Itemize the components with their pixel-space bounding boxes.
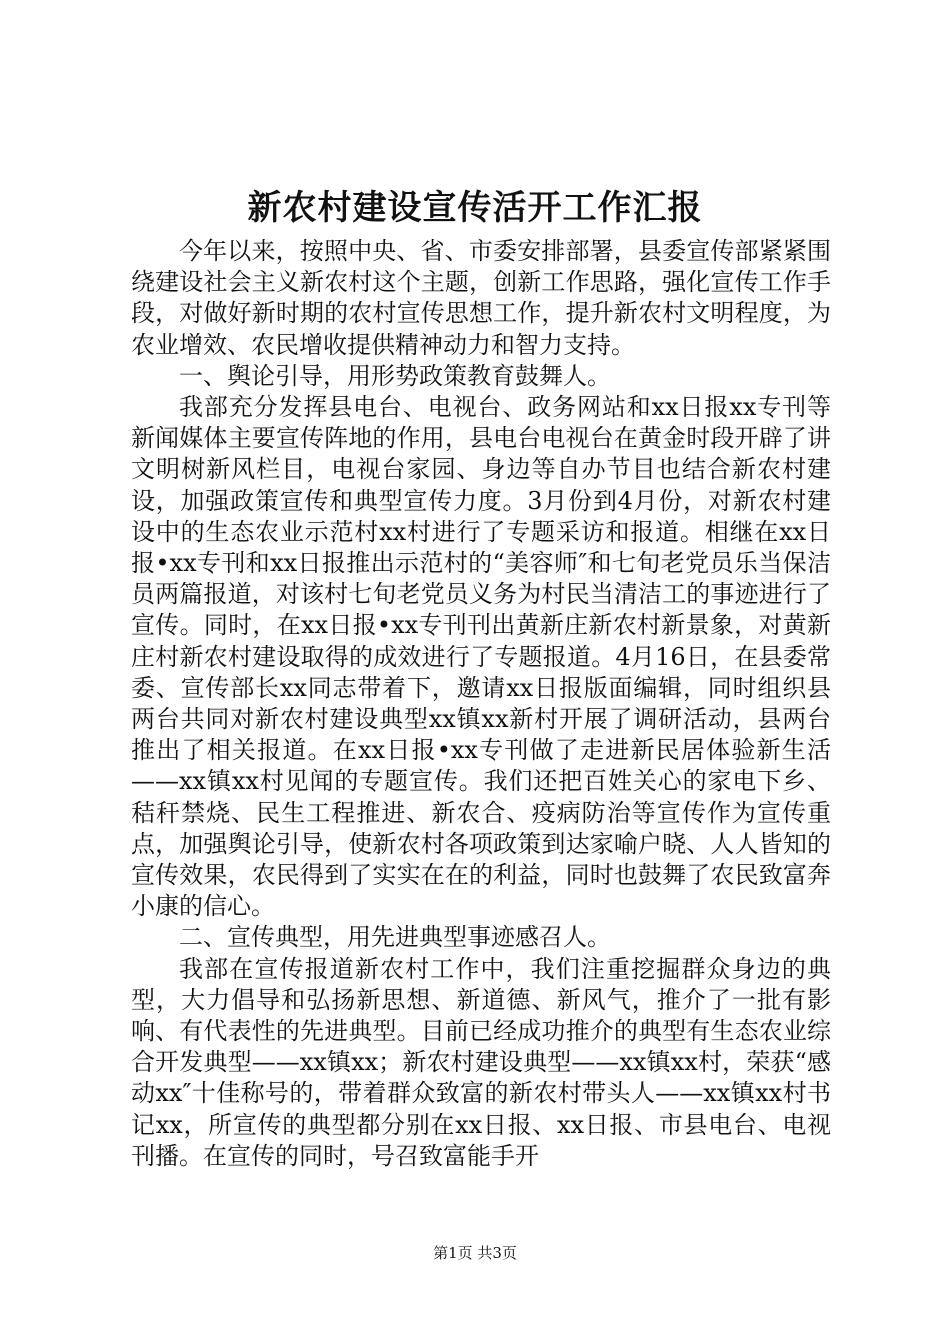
section-heading-1: 一、舆论引导，用形势政策教育鼓舞人。 — [179, 361, 611, 390]
intro-paragraph: 今年以来，按照中央、省、市委安排部署，县委宣传部紧紧围绕建设社会主义新农村这个主题，创新工作思路，强化宣传工作手段，对做好新时期的农村宣传思想工作，提升新农村文明程度，为农业增效、农民增收提供精神动力和智力支持。 — [131, 237, 831, 359]
section-1-paragraph: 我部充分发挥县电台、电视台、政务网站和xx日报xx专刊等新闻媒体主要宣传阵地的作用，县电台电视台在黄金时段开辟了讲文明树新风栏目，电视台家园、身边等自办节目也结合新农村建设，加强政策宣传和典型宣传力度。3月份到4月份，对新农村建设中的生态农业示范村xx村进行了专题采访和报道。相继在xx日报•xx专刊和xx日报推出示范村的“美容师″和七旬老党员乐当保洁员两篇报道，对该村七旬老党员义务为村民当清洁工的事迹进行了宣传。同时，在xx日报•xx专刊刊出黄新庄新农村新景象，对黄新庄村新农村建设取得的成效进行了专题报道。4月16日，在县委常委、宣传部长xx同志带着下，邀请xx日报版面编辑，同时组织县两台共同对新农村建设典型xx镇xx新村开展了调研活动，县两台推出了相关报道。在xx日报•xx专刊做了走进新民居体验新生活——xx镇xx村见闻的专题宣传。我们还把百姓关心的家电下乡、秸秆禁烧、民生工程推进、新农合、疫病防治等宣传作为宣传重点，加强舆论引导，使新农村各项政策到达家喻户晓、人人皆知的宣传效果，农民得到了实实在在的利益，同时也鼓舞了农民致富奔小康的信心。 — [131, 393, 831, 921]
page-number-footer: 第1页 共3页 — [433, 1244, 517, 1262]
document-title: 新农村建设宣传活开工作汇报 — [247, 188, 703, 228]
section-heading-2: 二、宣传典型，用先进典型事迹感召人。 — [179, 923, 611, 952]
section-2-paragraph: 我部在宣传报道新农村工作中，我们注重挖掘群众身边的典型，大力倡导和弘扬新思想、新道德、新风气，推介了一批有影响、有代表性的先进典型。目前已经成功推介的典型有生态农业综合开发典型——xx镇xx；新农村建设典型——xx镇xx村，荣获“感动xx″十佳称号的，带着群众致富的新农村带头人——xx镇xx村书记xx，所宣传的典型都分别在xx日报、xx日报、市县电台、电视刊播。在宣传的同时，号召致富能手开 — [131, 954, 831, 1170]
document-body — [131, 236, 831, 1172]
